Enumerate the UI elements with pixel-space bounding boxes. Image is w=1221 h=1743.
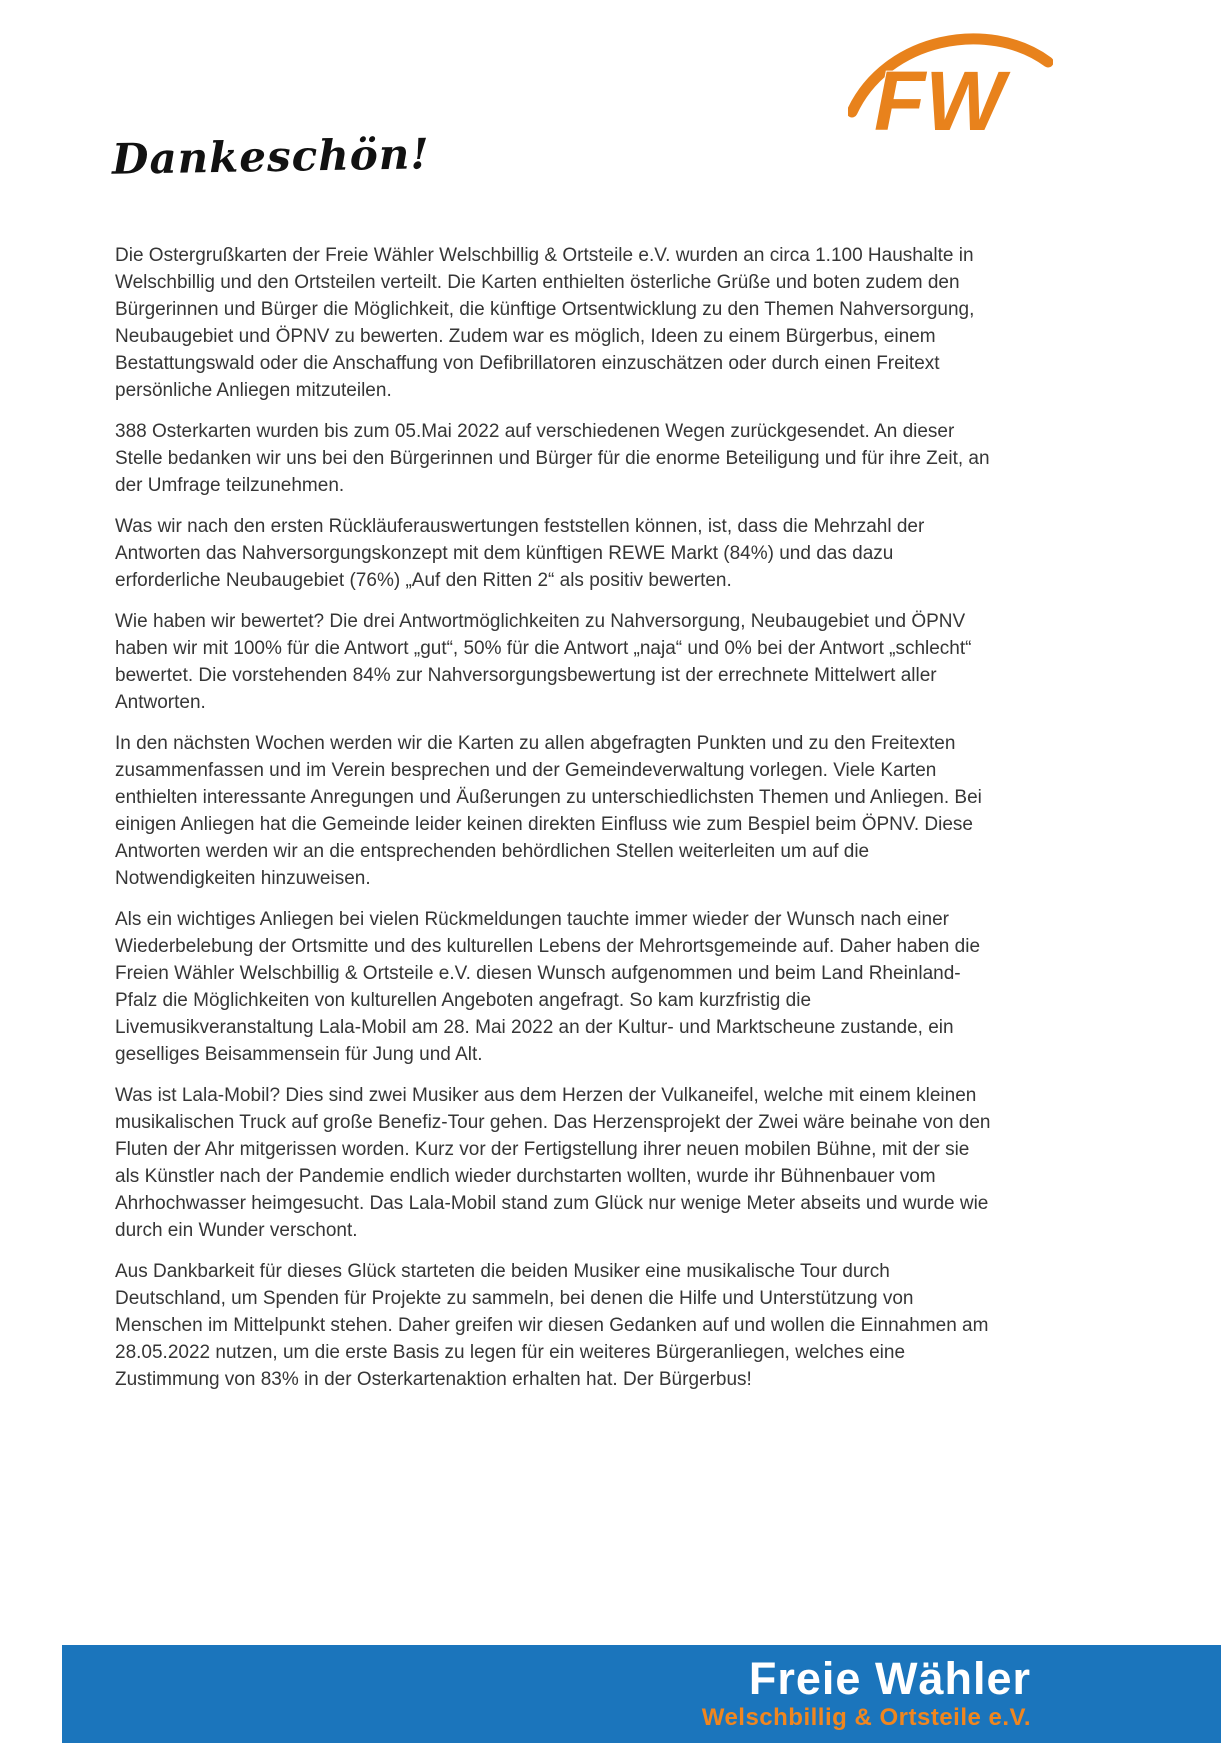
paragraph-5: In den nächsten Wochen werden wir die Karten zu allen abgefragten Punkten und zu den Freitexten zusammenfassen und im Verein besprechen und der Gemeindeverwaltung vorlegen. Viele Karten enthielten interessante Anregungen und Äußerungen zu unterschiedlichsten Themen und Anliegen. Bei einigen Anliegen hat die Gemeinde leider keinen direkten Einfluss wie zum Bespiel beim ÖPNV. Diese Antworten werden wir an die entsprechenden behördlichen Stellen weiterleiten um auf die Notwendigkeiten hinzuweisen. — [115, 733, 982, 889]
paragraph-4: Wie haben wir bewertet? Die drei Antwortmöglichkeiten zu Nahversorgung, Neubaugebiet und ÖPNV haben wir mit 100% für die Antwort „gut“, 50% für die Antwort „naja“ und 0% bei der Antwort „schlecht“ bewertet. Die vorstehenden 84% zur Nahversorgungsbewertung ist der errechnete Mittelwert aller Antworten. — [115, 611, 972, 713]
paragraph-6: Als ein wichtiges Anliegen bei vielen Rückmeldungen tauchte immer wieder der Wunsch nach einer Wiederbelebung der Ortsmitte und des kulturellen Lebens der Mehrortsgemeinde auf. Daher haben die Freien Wähler Welschbillig & Ortsteile e.V. diesen Wunsch aufgenommen und beim Land Rheinland-Pfalz die Möglichkeiten von kulturellen Angeboten angefragt. So kam kurzfristig die Livemusikveranstaltung Lala-Mobil am 28. Mai 2022 an der Kultur- und Marktscheune zustande, ein geselliges Beisammensein für Jung und Alt. — [115, 909, 981, 1065]
fw-logo — [848, 22, 1053, 140]
paragraph-3: Was wir nach den ersten Rückläuferauswertungen feststellen können, ist, dass die Mehrzahl der Antworten das Nahversorgungskonzept mit dem künftigen REWE Markt (84%) und das dazu erforderliche Neubaugebiet (76%) „Auf den Ritten 2“ als positiv bewerten. — [115, 516, 925, 591]
paragraph-8: Aus Dankbarkeit für dieses Glück starteten die beiden Musiker eine musikalische Tour durch Deutschland, um Spenden für Projekte zu sammeln, bei denen die Hilfe und Unterstützung von Menschen im Mittelpunkt stehen. Daher greifen wir diesen Gedanken auf und wollen die Einnahmen am 28.05.2022 nutzen, um die erste Basis zu legen für ein weiteres Bürgeranliegen, welches eine Zustimmung von 83% in der Osterkartenaktion erhalten hat. Der Bürgerbus! — [115, 1261, 989, 1390]
page-title: Dankeschön! — [111, 129, 431, 184]
footer-banner — [62, 1645, 1221, 1743]
footer-org-subtitle: Welschbillig & Ortsteile e.V. — [701, 1704, 1031, 1731]
fw-logo-icon — [848, 22, 1053, 140]
paragraph-1: Die Ostergrußkarten der Freie Wähler Welschbillig & Ortsteile e.V. wurden an circa 1.100 Haushalte in Welschbillig und den Ortsteilen verteilt. Die Karten enthielten österliche Grüße und boten zudem den Bürgerinnen und Bürger die Möglichkeit, die künftige Ortsentwicklung zu den Themen Nahversorgung, Neubaugebiet und ÖPNV zu bewerten. Zudem war es möglich, Ideen zu einem Bürgerbus, einem Bestattungswald oder die Anschaffung von Defibrillatoren einzuschätzen oder durch einen Freitext persönliche Anliegen mitzuteilen. — [115, 245, 975, 401]
document-body — [115, 242, 991, 1407]
logo-text: FW — [874, 54, 1005, 140]
paragraph-2: 388 Osterkarten wurden bis zum 05.Mai 2022 auf verschiedenen Wegen zurückgesendet. An dieser Stelle bedanken wir uns bei den Bürgerinnen und Bürger für die enorme Beteiligung und für ihre Zeit, an der Umfrage teilzunehmen. — [115, 421, 990, 496]
paragraph-7: Was ist Lala-Mobil? Dies sind zwei Musiker aus dem Herzen der Vulkaneifel, welche mit einem kleinen musikalischen Truck auf große Benefiz-Tour gehen. Das Herzensprojekt der Zwei wäre beinahe von den Fluten der Ahr mitgerissen worden. Kurz vor der Fertigstellung ihrer neuen mobilen Bühne, mit der sie als Künstler nach der Pandemie endlich wieder durchstarten wollten, wurde ihr Bühnenbauer vom Ahrhochwasser heimgesucht. Das Lala-Mobil stand zum Glück nur wenige Meter abseits und wurde wie durch ein Wunder verschont. — [115, 1085, 991, 1241]
footer-org-name: Freie Wähler — [748, 1653, 1031, 1704]
